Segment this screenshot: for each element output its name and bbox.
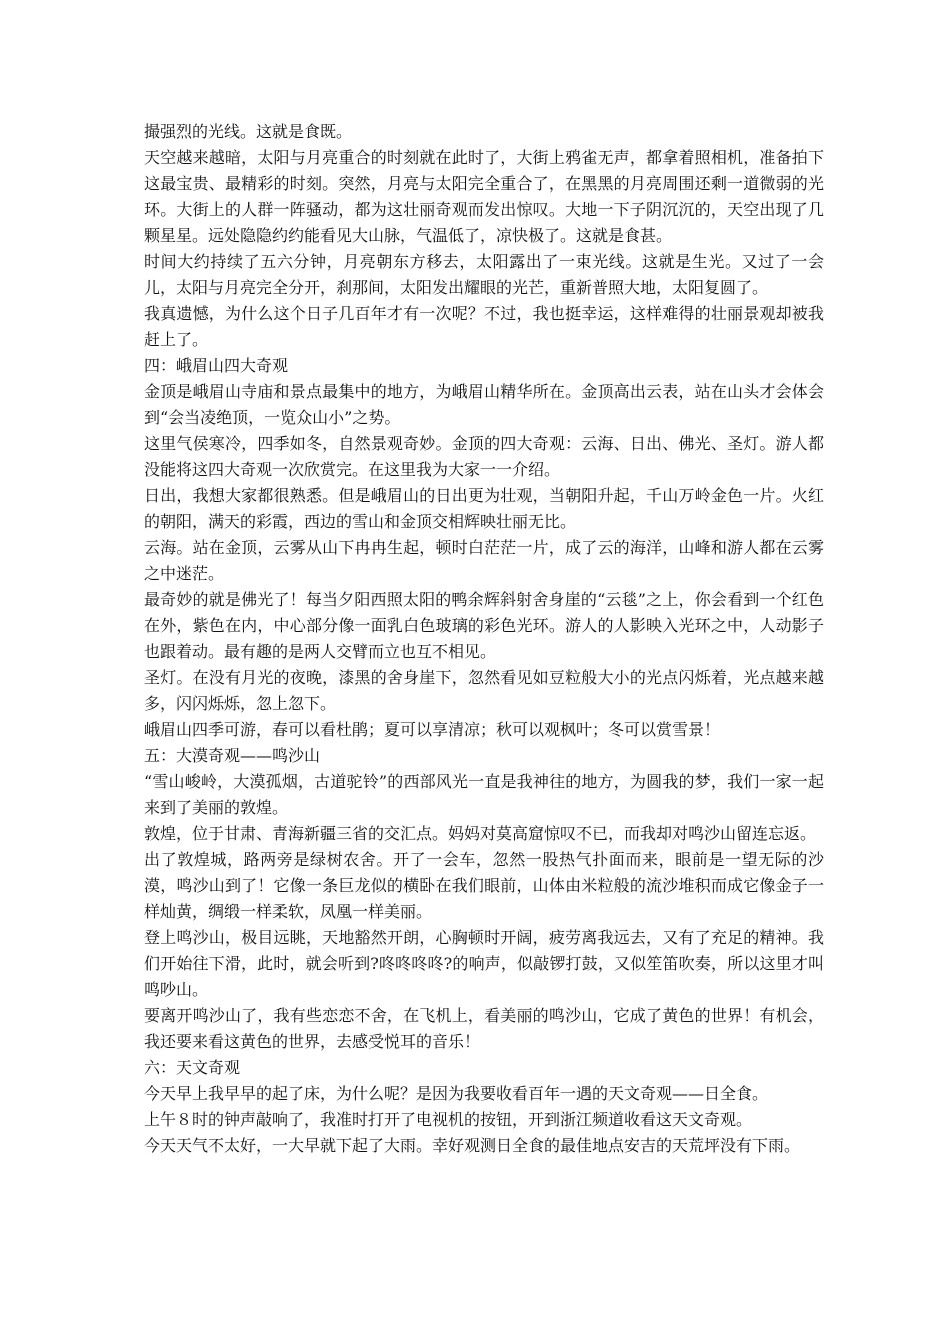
paragraph-eclipse-totality: 天空越来越暗，太阳与月亮重合的时刻就在此时了，大街上鸦雀无声，都拿着照相机，准备拍下这最宝贵、最精彩的时刻。突然，月亮与太阳完全重合了，在黑黑的月亮周围还剩一道微弱的光环。大街上的人群一阵骚动，都为这壮丽奇观而发出惊叹。大地一下子阴沉沉的，天空出现了几颗星星。远处隐隐约约能看见大山脉，气温低了，凉快极了。这就是食甚。 xyxy=(144,148,824,245)
paragraph-mingsha-arrival: 出了敦煌城，路两旁是绿树农舍。开了一会车，忽然一股热气扑面而来，眼前是一望无际的沙漠，鸣沙山到了！它像一条巨龙似的横卧在我们眼前，山体由米粒般的流沙堆积而成它像金子一样灿黄，绸缎一样柔软，凤凰一样美丽。 xyxy=(144,850,824,921)
paragraph-emei-holy-lamps: 圣灯。在没有月光的夜晚，漆黑的舍身崖下，忽然看见如豆粒般大小的光点闪烁着，光点越来越多，闪闪烁烁，忽上忽下。 xyxy=(144,668,824,713)
document-body xyxy=(144,119,824,1159)
paragraph-eclipse-second-contact: 撮强烈的光线。这就是食既。 xyxy=(144,122,353,141)
paragraph-mingsha-dunhuang: 敦煌，位于甘肃、青海新疆三省的交汇点。妈妈对莫高窟惊叹不已，而我却对鸣沙山留连忘返。 xyxy=(144,824,817,843)
paragraph-astronomy-tv: 上午８时的钟声敲响了，我准时打开了电视机的按钮，开到浙江频道收看这天文奇观。 xyxy=(144,1110,753,1129)
section-heading-mingsha: 五：大漠奇观——鸣沙山 xyxy=(144,746,321,765)
paragraph-emei-four-wonders: 这里气侯寒冷，四季如冬，自然景观奇妙。金顶的四大奇观：云海、日出、佛光、圣灯。游人都没能将这四大奇观一次欣赏完。在这里我为大家一一介绍。 xyxy=(144,434,824,479)
section-heading-astronomy: 六：天文奇观 xyxy=(144,1058,241,1077)
section-heading-emei: 四：峨眉山四大奇观 xyxy=(144,356,289,375)
paragraph-emei-buddha-light: 最奇妙的就是佛光了！每当夕阳西照太阳的鸭余辉斜射舍身崖的“云毯”之上，你会看到一个红色在外，紫色在内，中心部分像一面乳白色玻璃的彩色光环。游人的人影映入光环之中，人动影子也跟着动。最有趣的是两人交臂而立也互不相见。 xyxy=(144,590,824,661)
paragraph-mingsha-intro: “雪山峻岭，大漠孤烟，古道驼铃”的西部风光一直是我神往的地方，为圆我的梦，我们一家一起来到了美丽的敦煌。 xyxy=(144,772,824,817)
paragraph-mingsha-climb: 登上鸣沙山，极目远眺，天地豁然开朗，心胸顿时开阔，疲劳离我远去，又有了充足的精神。我们开始往下滑，此时，就会听到?咚咚咚咚?的响声，似敲锣打鼓，又似笙笛吹奏，所以这里才叫鸣吵山。 xyxy=(144,928,824,999)
paragraph-emei-seasons: 峨眉山四季可游，春可以看杜鹃；夏可以享清凉；秋可以观枫叶；冬可以赏雪景！ xyxy=(144,720,721,739)
paragraph-eclipse-third-contact: 时间大约持续了五六分钟，月亮朝东方移去，太阳露出了一束光线。这就是生光。又过了一会儿，太阳与月亮完全分开，刹那间，太阳发出耀眼的光芒，重新普照大地，太阳复圆了。 xyxy=(144,252,824,297)
paragraph-astronomy-weather: 今天天气不太好，一大早就下起了大雨。幸好观测日全食的最佳地点安吉的天荒坪没有下雨。 xyxy=(144,1136,801,1155)
paragraph-emei-golden-summit: 金顶是峨眉山寺庙和景点最集中的地方，为峨眉山精华所在。金顶高出云表，站在山头才会体会到“会当凌绝顶，一览众山小”之势。 xyxy=(144,382,824,427)
paragraph-emei-sunrise: 日出，我想大家都很熟悉。但是峨眉山的日出更为壮观，当朝阳升起，千山万岭金色一片。火红的朝阳，满天的彩霞，西边的雪山和金顶交相辉映壮丽无比。 xyxy=(144,486,824,531)
paragraph-eclipse-reflection: 我真遗憾，为什么这个日子几百年才有一次呢？不过，我也挺幸运，这样难得的壮丽景观却被我赶上了。 xyxy=(144,304,824,349)
paragraph-mingsha-leaving: 要离开鸣沙山了，我有些恋恋不舍，在飞机上，看美丽的鸣沙山，它成了黄色的世界！有机会，我还要来看这黄色的世界，去感受悦耳的音乐！ xyxy=(144,1006,824,1051)
paragraph-emei-sea-of-clouds: 云海。站在金顶，云雾从山下冉冉生起，顿时白茫茫一片，成了云的海洋，山峰和游人都在云雾之中迷茫。 xyxy=(144,538,824,583)
paragraph-astronomy-morning: 今天早上我早早的起了床，为什么呢？是因为我要收看百年一遇的天文奇观——日全食。 xyxy=(144,1084,769,1103)
